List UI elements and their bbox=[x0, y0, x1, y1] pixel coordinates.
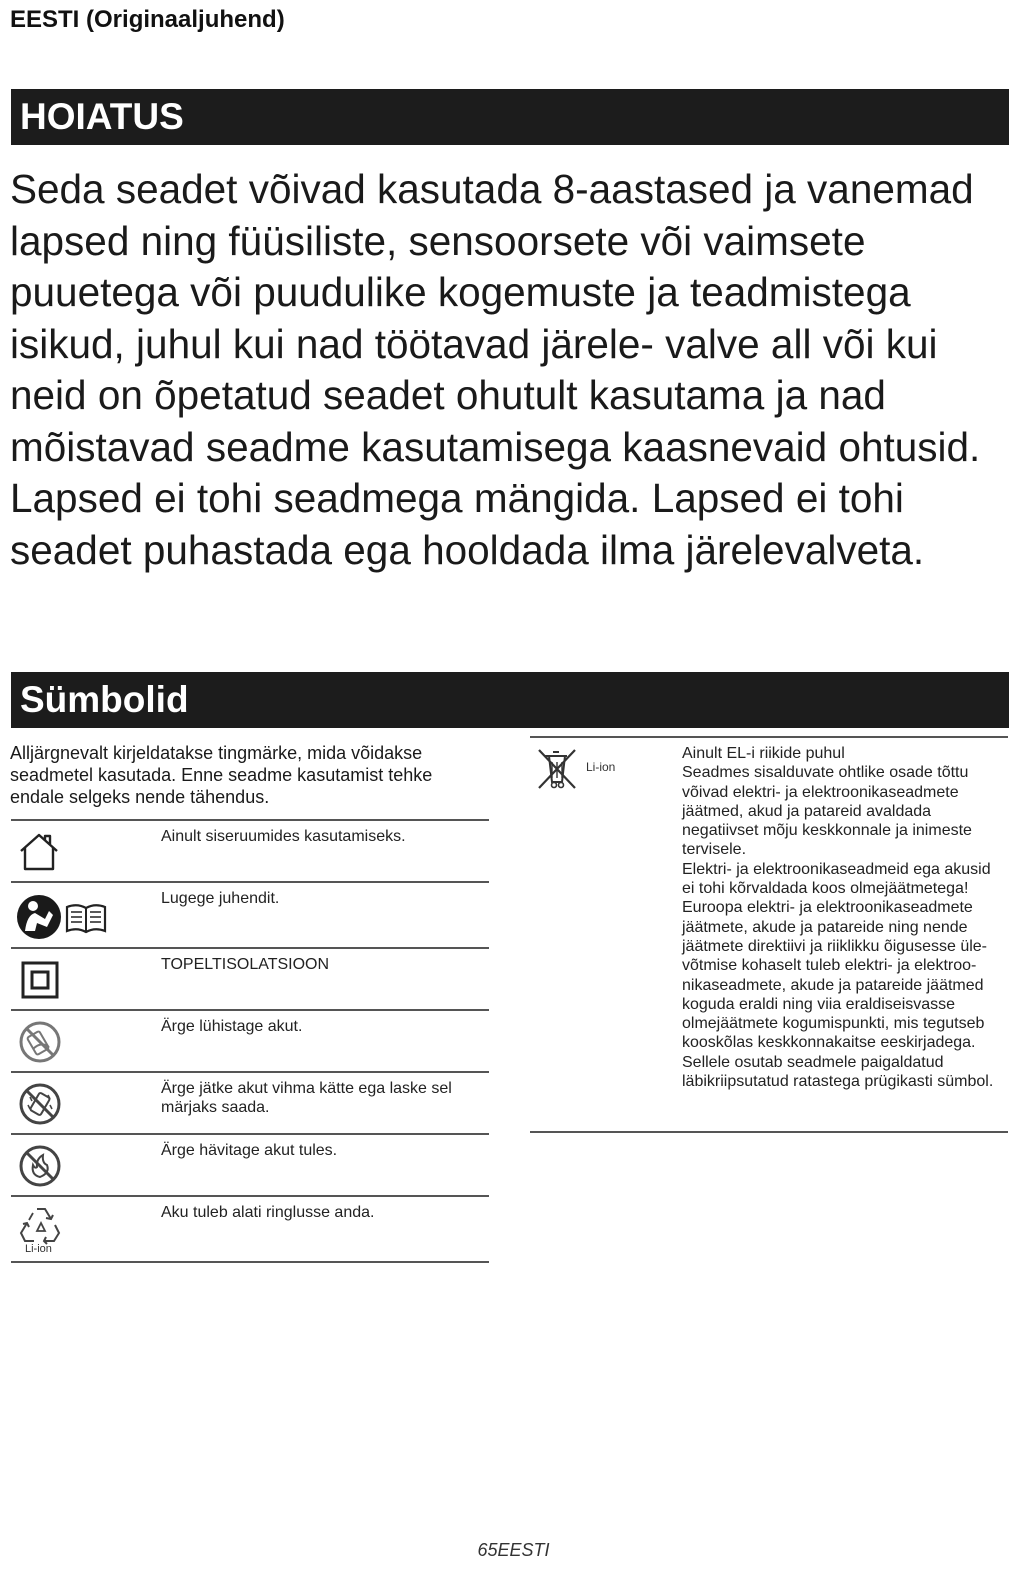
weee-paragraph: Seadmes sisalduvate ohtlike osade tõttu võivad elektri- ja elektroonikaseadmete jäätmed, akud ja patareid avaldada negatiivset mõju keskkonnale ja inimeste tervisele. bbox=[682, 764, 972, 859]
symbol-text: Ärge hävitage akut tules. bbox=[161, 1142, 338, 1159]
read-manual-icon bbox=[15, 893, 155, 941]
symbol-text: TOPELTISOLATSIOON bbox=[161, 956, 330, 973]
symbol-row-no-fire bbox=[11, 1133, 489, 1195]
symbol-row-no-short-circuit bbox=[11, 1009, 489, 1071]
no-short-circuit-icon bbox=[15, 1019, 155, 1067]
house-icon bbox=[15, 829, 155, 877]
no-fire-icon bbox=[15, 1143, 155, 1191]
language-header: EESTI (Originaaljuhend) bbox=[10, 6, 285, 33]
symbols-table bbox=[11, 819, 489, 1263]
recycle-icon bbox=[15, 1203, 155, 1259]
symbol-text: Ainult siseruumides kasutamiseks. bbox=[161, 828, 406, 845]
symbol-text: Lugege juhendit. bbox=[161, 890, 280, 907]
weee-paragraph: Sellele osutab seadmele paigaldatud läbikriipsutatud ratastega prügikasti sümbol. bbox=[682, 1053, 994, 1091]
symbol-row-recycle bbox=[11, 1195, 489, 1263]
no-water-icon bbox=[15, 1081, 155, 1129]
warning-text: Seda seadet võivad kasutada 8-aastased ja vanemad lapsed ning füüsiliste, sensoorsete või vaimsete puuetega või puudulike kogemuste ja teadmistega isikud, juhul kui nad töötavad järele- valve all või kui neid on õpetatud seadet ohutult kasutama ja nad mõistavad seadme kasutamisega kaasnevaid ohtusid. Lapsed ei tohi seadmega mängida. Lapsed ei tohi seadet puhastada ega hooldada ilma järelevalveta. bbox=[10, 166, 981, 573]
symbol-text: Aku tuleb alati ringlusse anda. bbox=[161, 1204, 375, 1221]
liion-label: Li-ion bbox=[586, 760, 616, 774]
page-number: 65EESTI bbox=[477, 1540, 550, 1560]
symbol-row-manual bbox=[11, 881, 489, 947]
symbols-intro: Alljärgnevalt kirjeldatakse tingmärke, mida võidakse seadmetel kasutada. Enne seadme kasutamist tehke endale selgeks nende tähendus. bbox=[10, 743, 433, 807]
liion-label: Li-ion bbox=[25, 1243, 52, 1255]
weee-text bbox=[682, 744, 1004, 1091]
symbol-row-double-insulation bbox=[11, 947, 489, 1009]
crossed-bin-icon bbox=[535, 746, 579, 790]
symbol-text: Ärge lühistage akut. bbox=[161, 1018, 303, 1035]
symbols-banner: Sümbolid bbox=[11, 672, 1009, 728]
symbol-row-no-water bbox=[11, 1071, 489, 1133]
double-insulation-icon bbox=[15, 957, 155, 1005]
weee-paragraph: Euroopa elektri- ja elektroonikaseadmete jäätmete, akude ja patareide ning nende jäätmete direktiivi ja riiklikku õigusesse üle- võtmise kohaselt tuleb elektri- ja elektroo- nikaseadmete, akude ja patareide jäätmed koguda eraldi ning viia eraldiseisvasse olmejäätmete kogumispunkti, mis tegutseb kooskõlas keskkonnakaitse eeskirjadega. bbox=[682, 899, 988, 1052]
symbol-text: Ärge jätke akut vihma kätte ega laske sel märjaks saada. bbox=[161, 1080, 452, 1116]
weee-section bbox=[530, 736, 1008, 1133]
symbol-row-indoor bbox=[11, 819, 489, 881]
weee-paragraph: Ainult EL-i riikide puhul bbox=[682, 745, 845, 762]
weee-paragraph: Elektri- ja elektroonikaseadmeid ega akusid ei tohi kõrvaldada koos olmejäätmetega! bbox=[682, 860, 991, 898]
warning-banner: HOIATUS bbox=[11, 89, 1009, 145]
